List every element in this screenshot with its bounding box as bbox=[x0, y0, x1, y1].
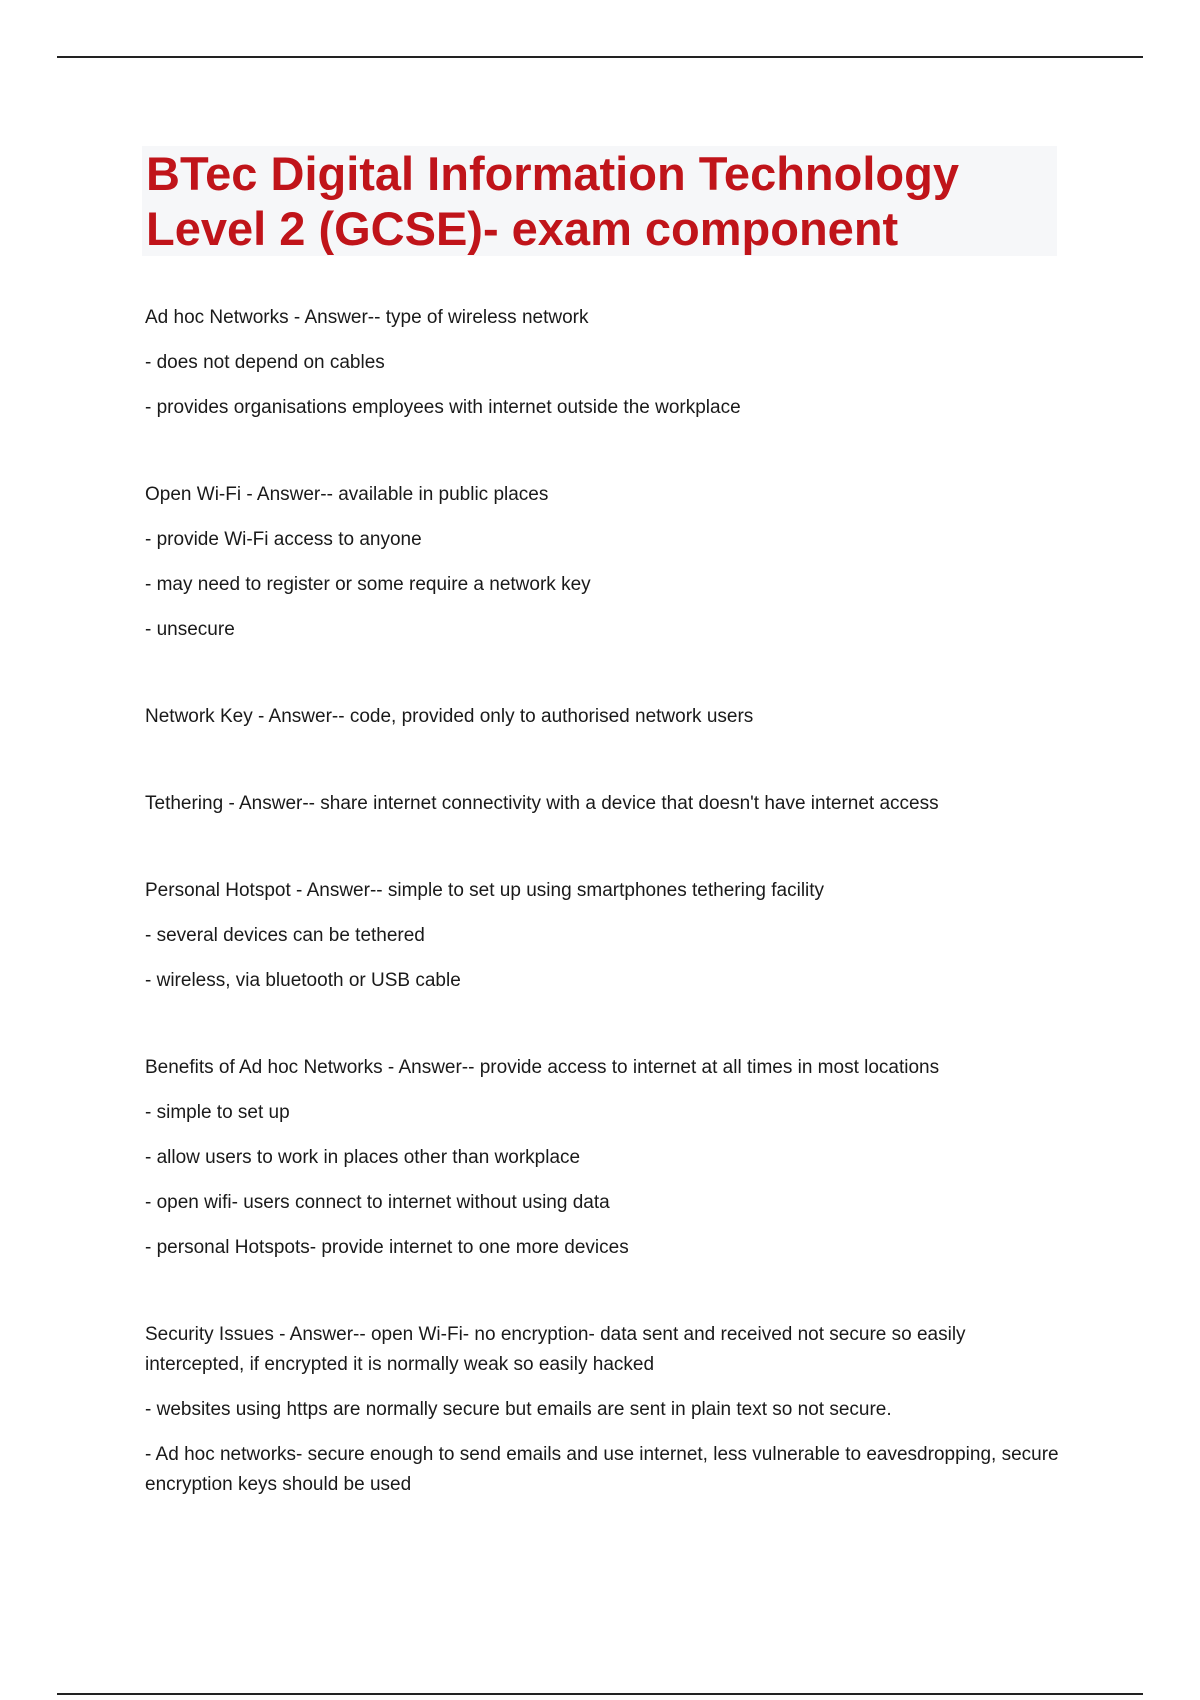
entry-security-issues bbox=[145, 1320, 1065, 1500]
document-title-block bbox=[142, 146, 1057, 256]
entry-open-wifi bbox=[145, 480, 1065, 645]
document-title-line-2: Level 2 (GCSE)- exam component bbox=[146, 202, 899, 255]
flashcard-list bbox=[145, 303, 1065, 1557]
header-rule bbox=[57, 56, 1143, 58]
entry-line: Ad hoc Networks - Answer-- type of wireless network bbox=[145, 307, 589, 328]
entry-line: - Ad hoc networks- secure enough to send emails and use internet, less vulnerable to eavesdropping, secure encryption keys should be used bbox=[145, 1444, 1059, 1495]
entry-line: - does not depend on cables bbox=[145, 352, 385, 373]
entry-line: - may need to register or some require a network key bbox=[145, 574, 591, 595]
entry-line: - personal Hotspots- provide internet to one more devices bbox=[145, 1237, 629, 1258]
entry-line: Tethering - Answer-- share internet connectivity with a device that doesn't have internet access bbox=[145, 793, 939, 814]
entry-line: - provides organisations employees with internet outside the workplace bbox=[145, 397, 741, 418]
entry-tethering bbox=[145, 789, 1065, 819]
entry-line: Open Wi-Fi - Answer-- available in public places bbox=[145, 484, 549, 505]
entry-line: - open wifi- users connect to internet without using data bbox=[145, 1192, 610, 1213]
entry-line: - websites using https are normally secure but emails are sent in plain text so not secure. bbox=[145, 1399, 892, 1420]
entry-line: Network Key - Answer-- code, provided only to authorised network users bbox=[145, 706, 754, 727]
entry-line: - simple to set up bbox=[145, 1102, 290, 1123]
entry-personal-hotspot bbox=[145, 876, 1065, 996]
entry-line: - provide Wi-Fi access to anyone bbox=[145, 529, 422, 550]
entry-network-key bbox=[145, 702, 1065, 732]
entry-line: Security Issues - Answer-- open Wi-Fi- no encryption- data sent and received not secure so easily intercepted, if encrypted it is normally weak so easily hacked bbox=[145, 1324, 966, 1375]
entry-line: - several devices can be tethered bbox=[145, 925, 425, 946]
entry-line: - allow users to work in places other than workplace bbox=[145, 1147, 581, 1168]
document-title-line-1: BTec Digital Information Technology bbox=[146, 147, 959, 200]
entry-line: - unsecure bbox=[145, 619, 235, 640]
footer-rule bbox=[57, 1693, 1143, 1695]
entry-line: - wireless, via bluetooth or USB cable bbox=[145, 970, 461, 991]
entry-ad-hoc-networks bbox=[145, 303, 1065, 423]
entry-line: Personal Hotspot - Answer-- simple to set up using smartphones tethering facility bbox=[145, 880, 825, 901]
entry-line: Benefits of Ad hoc Networks - Answer-- provide access to internet at all times in most locations bbox=[145, 1057, 940, 1078]
entry-benefits-ad-hoc bbox=[145, 1053, 1065, 1263]
